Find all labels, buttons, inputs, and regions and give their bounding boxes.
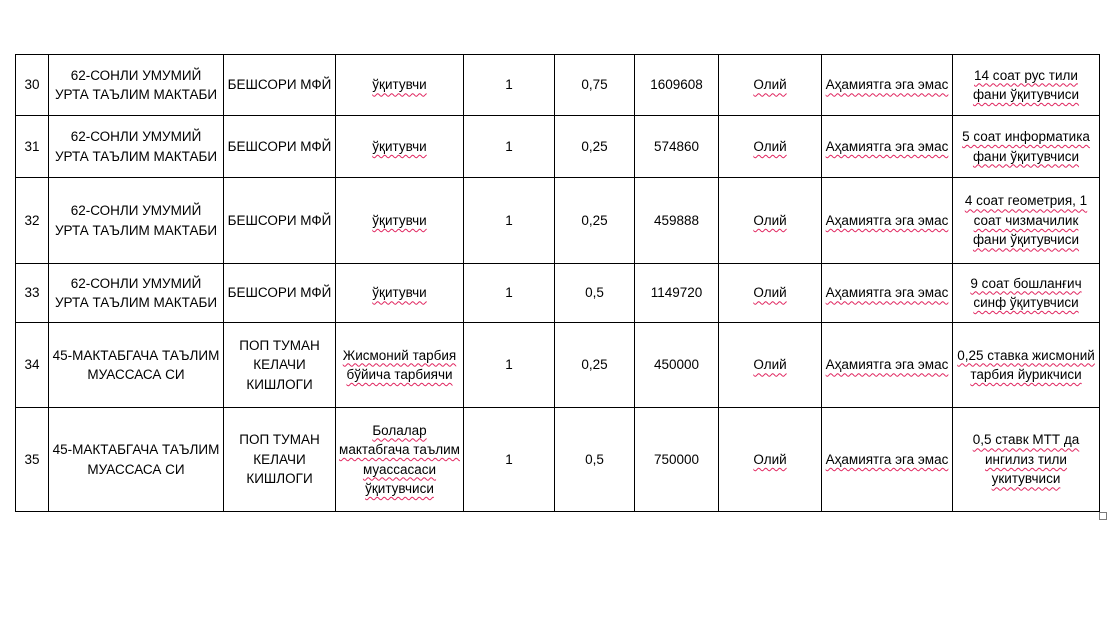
note-text: 5 соат информатика фани ўқитувчиси (962, 129, 1090, 164)
cell-category (822, 116, 953, 178)
cell-count: 1 (464, 264, 555, 323)
cell-school: 45-МАКТАБГАЧА ТАЪЛИМ МУАССАСА СИ (49, 408, 224, 512)
position-text: ўқитувчи (372, 138, 427, 154)
cell-note (953, 116, 1100, 178)
position-text: ўқитувчи (372, 285, 427, 301)
cell-education (719, 323, 822, 408)
cell-position (336, 178, 464, 264)
cell-salary: 450000 (635, 323, 719, 408)
education-text: Олий (753, 212, 787, 228)
cell-number: 32 (16, 178, 49, 264)
cell-salary: 1609608 (635, 55, 719, 116)
cell-number: 34 (16, 323, 49, 408)
cell-note (953, 264, 1100, 323)
position-text: ўқитувчи (372, 212, 427, 228)
cell-rate: 0,25 (555, 323, 635, 408)
cell-rate: 0,25 (555, 178, 635, 264)
cell-category (822, 55, 953, 116)
cell-education (719, 55, 822, 116)
table-row (16, 408, 1100, 512)
note-text: 4 соат геометрия, 1 соат чизмачилик фани ўқитувчиси (964, 193, 1088, 248)
cell-education (719, 264, 822, 323)
table-resize-handle[interactable] (1099, 512, 1107, 520)
note-text: 9 соат бошланғич синф ўқитувчиси (970, 275, 1082, 310)
category-text: Аҳамиятга эга эмас (825, 451, 949, 467)
position-text: Болалар мактабгача таълим муассасаси ўқитувчиси (339, 422, 460, 496)
cell-count: 1 (464, 116, 555, 178)
cell-count: 1 (464, 178, 555, 264)
cell-salary: 574860 (635, 116, 719, 178)
cell-school: 45-МАКТАБГАЧА ТАЪЛИМ МУАССАСА СИ (49, 323, 224, 408)
cell-location: БЕШСОРИ МФЙ (224, 264, 336, 323)
position-text: Жисмоний тарбия бўйича тарбиячи (342, 347, 457, 382)
cell-position (336, 116, 464, 178)
vacancy-table (15, 54, 1100, 512)
cell-note (953, 55, 1100, 116)
cell-position (336, 264, 464, 323)
table-row (16, 178, 1100, 264)
cell-location: БЕШСОРИ МФЙ (224, 178, 336, 264)
note-text: 0,5 ставк МТТ да ингилиз тили укитувчиси (972, 432, 1080, 487)
category-text: Аҳамиятга эга эмас (825, 77, 949, 93)
cell-note (953, 408, 1100, 512)
cell-number: 30 (16, 55, 49, 116)
category-text: Аҳамиятга эга эмас (825, 285, 949, 301)
education-text: Олий (753, 451, 787, 467)
cell-salary: 459888 (635, 178, 719, 264)
cell-note (953, 178, 1100, 264)
cell-category (822, 264, 953, 323)
education-text: Олий (753, 357, 787, 373)
table-row (16, 116, 1100, 178)
note-text: 14 соат рус тили фани ўқитувчиси (972, 67, 1080, 102)
cell-count: 1 (464, 408, 555, 512)
note-text: 0,25 ставка жисмоний тарбия йурикчиси (957, 347, 1095, 382)
position-text: ўқитувчи (372, 77, 427, 93)
cell-location: БЕШСОРИ МФЙ (224, 116, 336, 178)
education-text: Олий (753, 138, 787, 154)
category-text: Аҳамиятга эга эмас (825, 138, 949, 154)
cell-rate: 0,25 (555, 116, 635, 178)
category-text: Аҳамиятга эга эмас (825, 212, 949, 228)
cell-education (719, 116, 822, 178)
cell-category (822, 178, 953, 264)
cell-category (822, 408, 953, 512)
cell-number: 35 (16, 408, 49, 512)
cell-education (719, 408, 822, 512)
cell-count: 1 (464, 55, 555, 116)
cell-count: 1 (464, 323, 555, 408)
cell-salary: 1149720 (635, 264, 719, 323)
cell-note (953, 323, 1100, 408)
category-text: Аҳамиятга эга эмас (825, 357, 949, 373)
cell-number: 33 (16, 264, 49, 323)
cell-school: 62-СОНЛИ УМУМИЙ УРТА ТАЪЛИМ МАКТАБИ (49, 264, 224, 323)
education-text: Олий (753, 77, 787, 93)
cell-number: 31 (16, 116, 49, 178)
cell-position (336, 323, 464, 408)
cell-rate: 0,5 (555, 408, 635, 512)
education-text: Олий (753, 285, 787, 301)
cell-school: 62-СОНЛИ УМУМИЙ УРТА ТАЪЛИМ МАКТАБИ (49, 178, 224, 264)
cell-location: ПОП ТУМАН КЕЛАЧИ КИШЛОГИ (224, 408, 336, 512)
cell-position (336, 55, 464, 116)
cell-category (822, 323, 953, 408)
table-row (16, 264, 1100, 323)
cell-rate: 0,5 (555, 264, 635, 323)
cell-location: ПОП ТУМАН КЕЛАЧИ КИШЛОГИ (224, 323, 336, 408)
cell-school: 62-СОНЛИ УМУМИЙ УРТА ТАЪЛИМ МАКТАБИ (49, 55, 224, 116)
cell-education (719, 178, 822, 264)
cell-location: БЕШСОРИ МФЙ (224, 55, 336, 116)
cell-salary: 750000 (635, 408, 719, 512)
cell-position (336, 408, 464, 512)
cell-school: 62-СОНЛИ УМУМИЙ УРТА ТАЪЛИМ МАКТАБИ (49, 116, 224, 178)
cell-rate: 0,75 (555, 55, 635, 116)
table-row (16, 323, 1100, 408)
table-row (16, 55, 1100, 116)
